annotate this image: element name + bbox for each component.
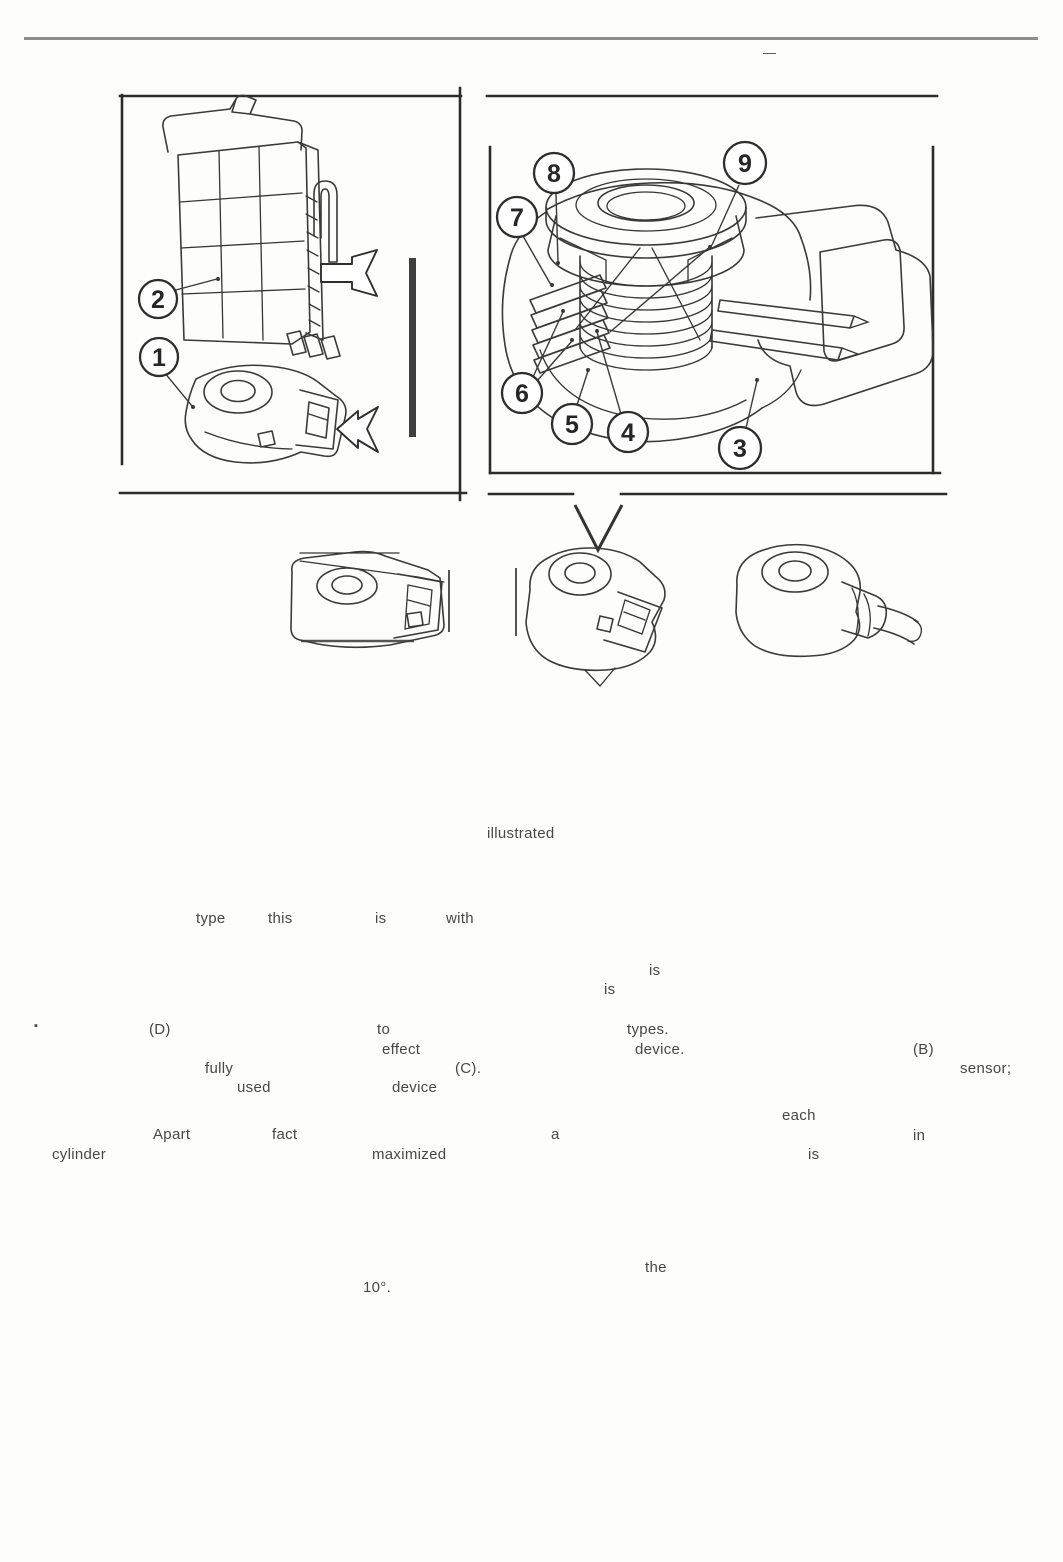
text-fragment: device. [635,1041,685,1058]
text-fragment: types. [627,1021,669,1038]
callout-label: 4 [621,419,635,447]
text-fragment: type [196,910,226,927]
sensor-variant-a-drawing [291,552,449,648]
sensor-variant-b-drawing [516,505,665,686]
sensor-cutaway-drawing [502,169,933,442]
down-arrow-icon [575,505,622,550]
callout-1 [140,338,195,409]
text-fragment: with [446,910,474,927]
sensor-variant-c-drawing [736,545,921,657]
text-fragment: is [375,910,387,927]
bullet-point: ▪ [34,1020,39,1032]
callout-2 [139,277,220,318]
callout-label: 8 [547,160,561,188]
text-fragment: 10°. [363,1279,392,1296]
text-fragment: is [649,962,661,979]
callout-5 [552,368,592,444]
callout-label: 7 [510,204,524,232]
text-fragment: cylinder [52,1146,107,1163]
dash-mark: — [763,45,777,60]
callout-label: 1 [152,344,166,372]
text-fragment: maximized [372,1146,447,1163]
callout-8 [534,153,574,265]
text-fragment: is [604,981,616,998]
direction-arrow-bottom-icon [337,407,378,452]
text-fragment: to [377,1021,391,1038]
text-fragment: (D) [149,1021,171,1038]
callout-label: 3 [733,435,747,463]
text-fragment: a [551,1126,560,1143]
text-fragment: fact [272,1126,298,1143]
text-fragment: is [808,1146,820,1163]
text-fragment: sensor; [960,1060,1012,1077]
callout-label: 9 [738,150,752,178]
text-fragment: device [392,1079,438,1096]
vertical-bar [409,258,416,437]
callout-6 [502,309,574,413]
text-fragment: in [913,1127,926,1144]
callout-4 [595,329,648,452]
knock-sensor-drawing [185,365,346,463]
callout-label: 2 [151,286,165,314]
callout-label: 5 [565,411,579,439]
text-fragment: used [237,1079,271,1096]
text-fragment: Apart [153,1126,191,1143]
text-fragment: illustrated [487,825,555,842]
callout-3 [719,378,761,469]
text-fragment: fully [205,1060,234,1077]
text-fragment: each [782,1107,816,1124]
callout-label: 6 [515,380,529,408]
ecu-drawing [163,95,340,359]
text-fragment: effect [382,1041,421,1058]
text-fragment: this [268,910,293,927]
text-fragment: (C). [455,1060,482,1077]
text-fragment: the [645,1259,667,1276]
text-fragment: (B) [913,1041,934,1058]
